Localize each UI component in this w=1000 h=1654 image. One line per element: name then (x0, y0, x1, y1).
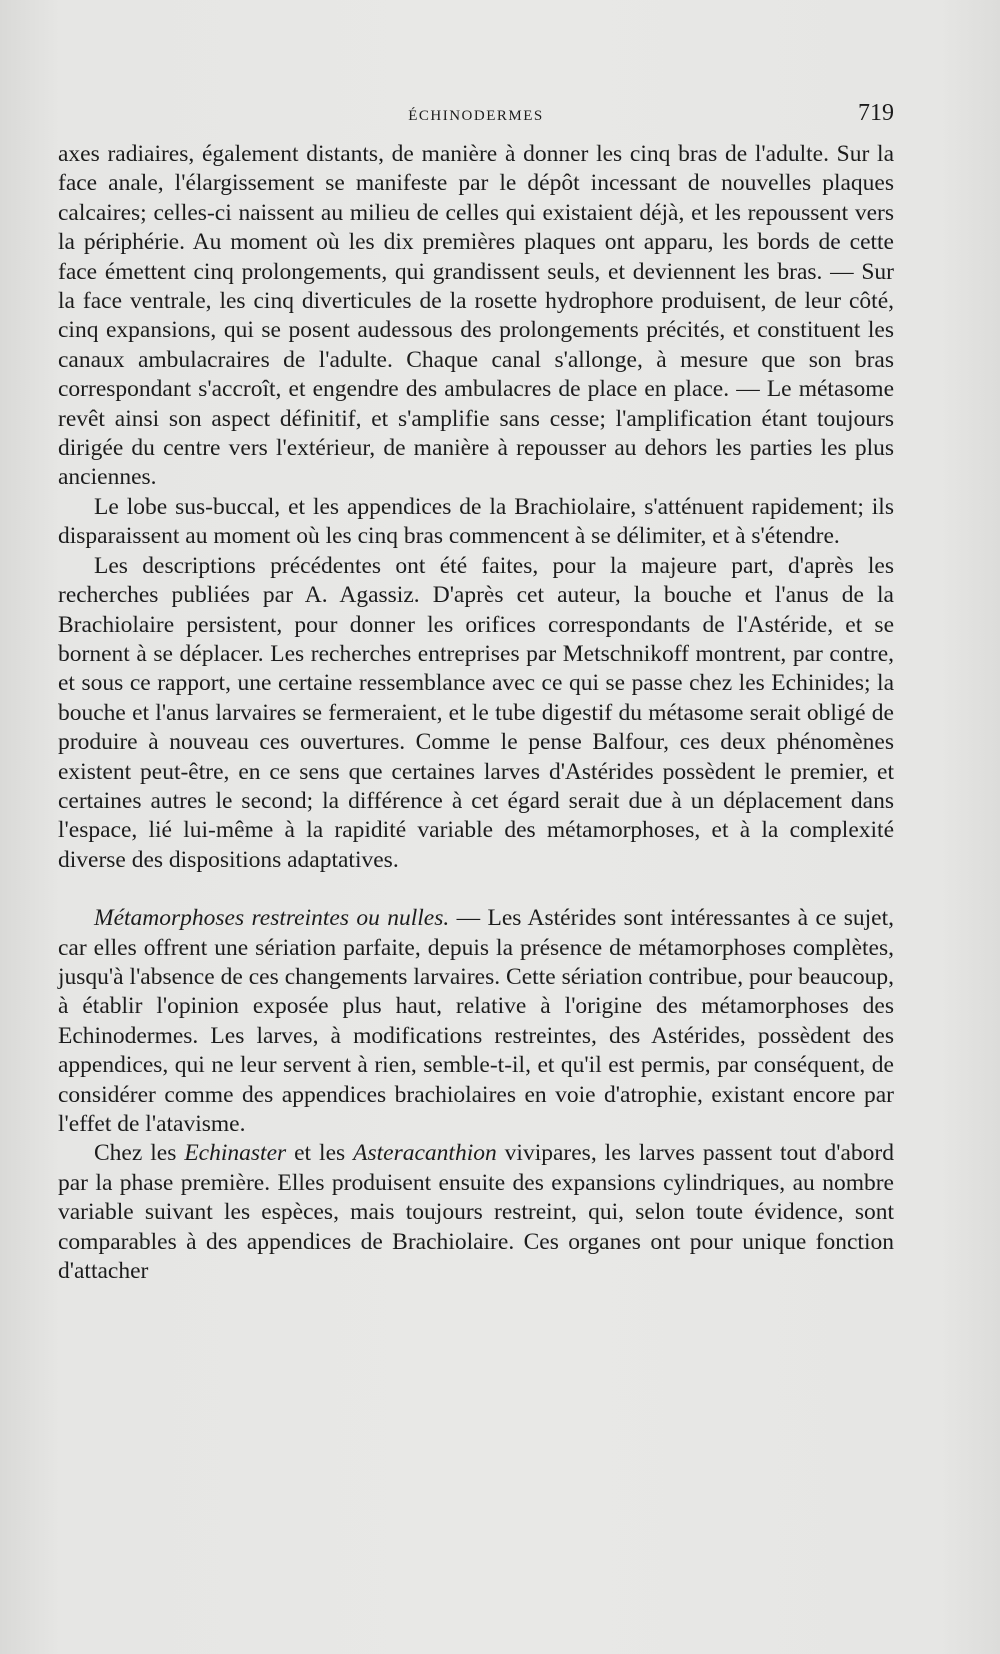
paragraph-section (58, 904, 894, 1139)
genus-name: Echinaster (184, 1140, 287, 1167)
paragraph (58, 1139, 894, 1286)
genus-name: Asteracanthion (353, 1140, 497, 1167)
page-header (58, 100, 894, 132)
paragraph-text: Les descriptions précédentes ont été faites, pour la majeure part, d'après les recherches publiées par A. Agassiz. D'après cet auteur, la bouche et l'anus de la Brachiolaire persistent, pour donner les orifices correspondants de l'Astéride, et se bornent à se déplacer. Les recherches entreprises par Metschnikoff montrent, par contre, et sous ce rapport, une certaine ressemblance avec ce qui se passe chez les Echinides; la bouche et l'anus larvaires se fermeraient, et le tube digestif du métasome serait obligé de produire à nouveau ces ouvertures. Comme le pense Balfour, ces deux phénomènes existent peut-être, en ce sens que certaines larves d'Astérides possèdent le premier, et certaines autres le second; la différence à cet égard serait due à un déplacement dans l'espace, lié lui-même à la rapidité variable des métamorphoses, et à la complexité diverse des dispositions adaptatives. (58, 552, 894, 873)
paragraph-text: axes radiaires, également distants, de manière à donner les cinq bras de l'adulte. Sur la face anale, l'élargissement se manifeste par le dépôt incessant de nouvelles plaques calcaires; celles-ci naissent au milieu de celles qui existaient déjà, et les repoussent vers la périphérie. Au moment où les dix premières plaques ont apparu, les bords de cette face émettent cinq prolongements, qui grandissent seuls, et deviennent les bras. — Sur la face ventrale, les cinq diverticules de la rosette hydrophore produisent, de leur côté, cinq expansions, qui se posent audessous des prolongements précités, et constituent les canaux ambulacraires de l'adulte. Chaque canal s'allonge, à mesure que son bras correspondant s'accroît, et engendre des ambulacres de place en place. — Le métasome revêt ainsi son aspect définitif, et s'amplifie sans cesse; l'amplification étant toujours dirigée du centre vers l'extérieur, de manière à repousser au dehors les parties les plus anciennes. (58, 141, 894, 491)
paragraph-continuation (58, 140, 894, 493)
paragraph-text: vivipares, les larves passent tout d'abord par la phase première. Elles produisent ensuite des expansions cylindriques, au nombre variable suivant les espèces, mais toujours restreint, qui, selon toute évidence, sont comparables à des appendices de Brachiolaire. Ces organes ont pour unique fonction d'attacher (58, 1140, 894, 1285)
paragraph-text: — Les Astérides sont intéressantes à ce sujet, car elles offrent une sériation parfaite, depuis la présence de métamorphoses complètes, jusqu'à l'absence de ces changements larvaires. Cette sériation contribue, pour beaucoup, à établir l'opinion exposée plus haut, relative à l'origine des métamorphoses des Echinodermes. Les larves, à modifications restreintes, des Astérides, possèdent des appendices, qui ne leur servent à rien, semble-t-il, et qu'il est permis, par conséquent, de considérer comme des appendices brachiolaires en voie d'atrophie, existant encore par l'effet de l'atavisme. (58, 905, 894, 1137)
section-heading: Métamorphoses restreintes ou nulles. (94, 905, 450, 932)
paragraph (58, 493, 894, 552)
page-number: 719 (858, 100, 894, 126)
paragraph (58, 552, 894, 875)
paragraph-text: Chez les (94, 1140, 185, 1167)
running-title: ÉCHINODERMES (408, 108, 544, 124)
paragraph-text: Le lobe sus-buccal, et les appendices de la Brachiolaire, s'atténuent rapidement; ils disparaissent au moment où les cinq bras commencent à se délimiter, et à s'étendre. (58, 493, 894, 550)
body-text (58, 140, 894, 1286)
paragraph-text: et les (286, 1140, 354, 1167)
